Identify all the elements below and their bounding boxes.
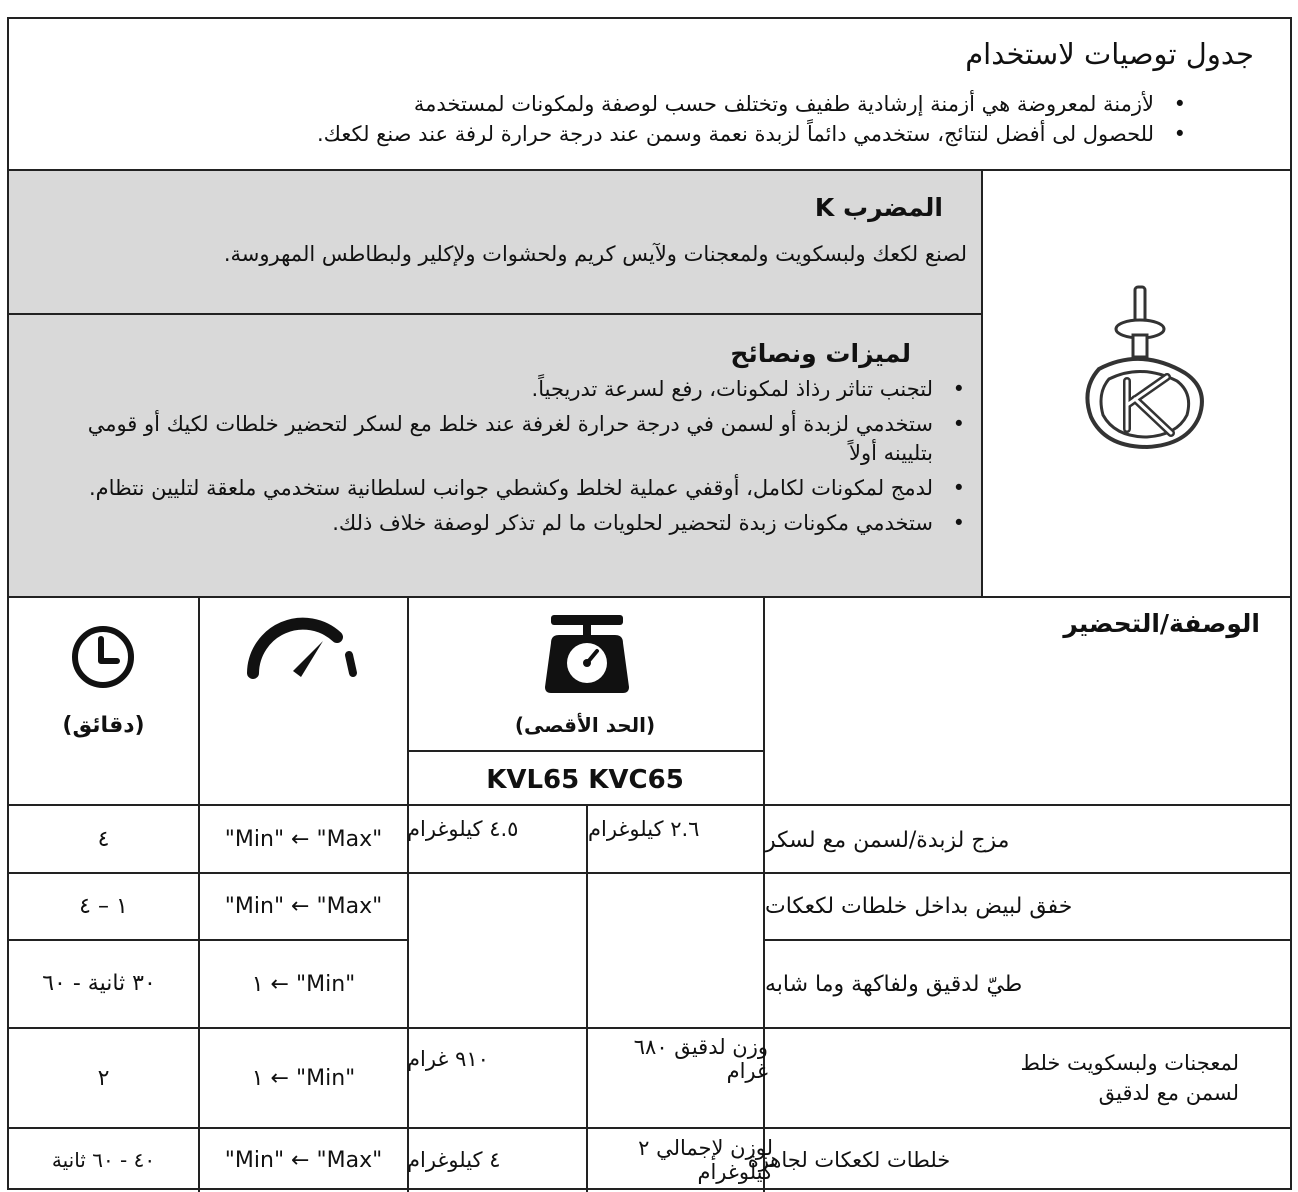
speed-cell: "Min" ← ١ (251, 1065, 356, 1091)
time-cell: ٤٠ - ٦٠ ثانية (51, 1148, 156, 1172)
recipe-cell: لمعجنات ولبسكويت خلط لسمن مع لدقيق (1020, 1051, 1239, 1105)
clock-icon (69, 623, 141, 695)
weight-b-cell: ٩١٠ غرام (407, 1047, 489, 1071)
tips-title: لميزات ونصائح (730, 339, 911, 368)
speed-cell: "Min" ← "Max" (224, 1147, 383, 1173)
recipe-cell: طيّ لدقيق ولفاكهة وما شابه (765, 971, 1023, 997)
speed-cell: "Min" ← "Max" (224, 894, 383, 919)
recipe-cell: خفق لبيض بداخل خلطات لكعكات (765, 893, 1073, 919)
tip-item: • لتجنب تناثر رذاذ لمكونات، رفع لسرعة تدريجياً. (45, 375, 965, 404)
weight-a-cell: وزن لدقيق ٦٨٠ غرام (633, 1035, 768, 1083)
page-title: جدول توصيات لاستخدام (965, 37, 1254, 71)
max-label: (الحد الأقصى) (514, 713, 656, 737)
beater-name: المضرب K (814, 193, 943, 222)
weight-a-cell: ٢.٦ كيلوغرام (588, 817, 700, 841)
recipe-cell: خلطات لكعكات لجاهزة (747, 1148, 951, 1172)
tip-item: • ستخدمي لزبدة أو لسمن في درجة حرارة لغرفة عند خلط مع لسكر لتحضير خلطات لكيك أو قومي بتليينه أولاً (45, 410, 965, 468)
weight-b-cell: ٤.٥ كيلوغرام (407, 817, 519, 841)
weight-a-cell: لوزن لإجمالي ٢ كيلوغرام (638, 1136, 773, 1184)
beater-description: لصنع لكعك ولبسكويت ولمعجنات ولآيس كريم ولحشوات ولإكلير ولبطاطس المهروسة. (223, 242, 967, 266)
flat-beater-k-icon (1069, 277, 1219, 457)
time-cell: ٢ (97, 1065, 110, 1091)
tips-list (45, 375, 965, 538)
time-cell: ١ – ٤ (79, 894, 128, 919)
time-cell: ٤ (97, 826, 110, 852)
time-cell: ٣٠ ثانية - ٦٠ (42, 971, 156, 996)
speed-cell: "Min" ← ١ (251, 971, 356, 997)
recipe-header: الوصفة/التحضير (1063, 609, 1260, 638)
tips-box (9, 315, 981, 596)
kitchen-scale-icon (537, 611, 637, 697)
recommendation-table (7, 17, 1292, 1190)
header-note: • لأزمنة لمعروضة هي أزمنة إرشادية طفيف وتختلف حسب لوصفة ولمكونات لمستخدمة (24, 89, 1186, 119)
time-label: (دقائق) (62, 712, 145, 738)
recipe-cell: مزج لزبدة/لسمن مع لسكر (765, 827, 1010, 853)
tip-item: • لدمج لمكونات لكامل، أوقفي عملية لخلط وكشطي جوانب لسلطانية ستخدمي ملعقة لتليين نتظام. (45, 474, 965, 503)
header-note: • للحصول لى أفضل لنتائج، ستخدمي دائماً لزبدة نعمة وسمن عند درجة حرارة لرفة عند صنع لكعك. (24, 119, 1186, 149)
tip-item: • ستخدمي مكونات زبدة لتحضير لحلويات ما لم تذكر لوصفة خلاف ذلك. (45, 509, 965, 538)
weight-b-cell: ٤ كيلوغرام (407, 1148, 501, 1172)
beater-description-box (9, 171, 981, 313)
speed-cell: "Min" ← "Max" (224, 826, 383, 852)
speed-gauge-icon (241, 615, 361, 679)
models-label: KVL65 KVC65 (486, 765, 684, 795)
header-notes (24, 89, 1204, 149)
